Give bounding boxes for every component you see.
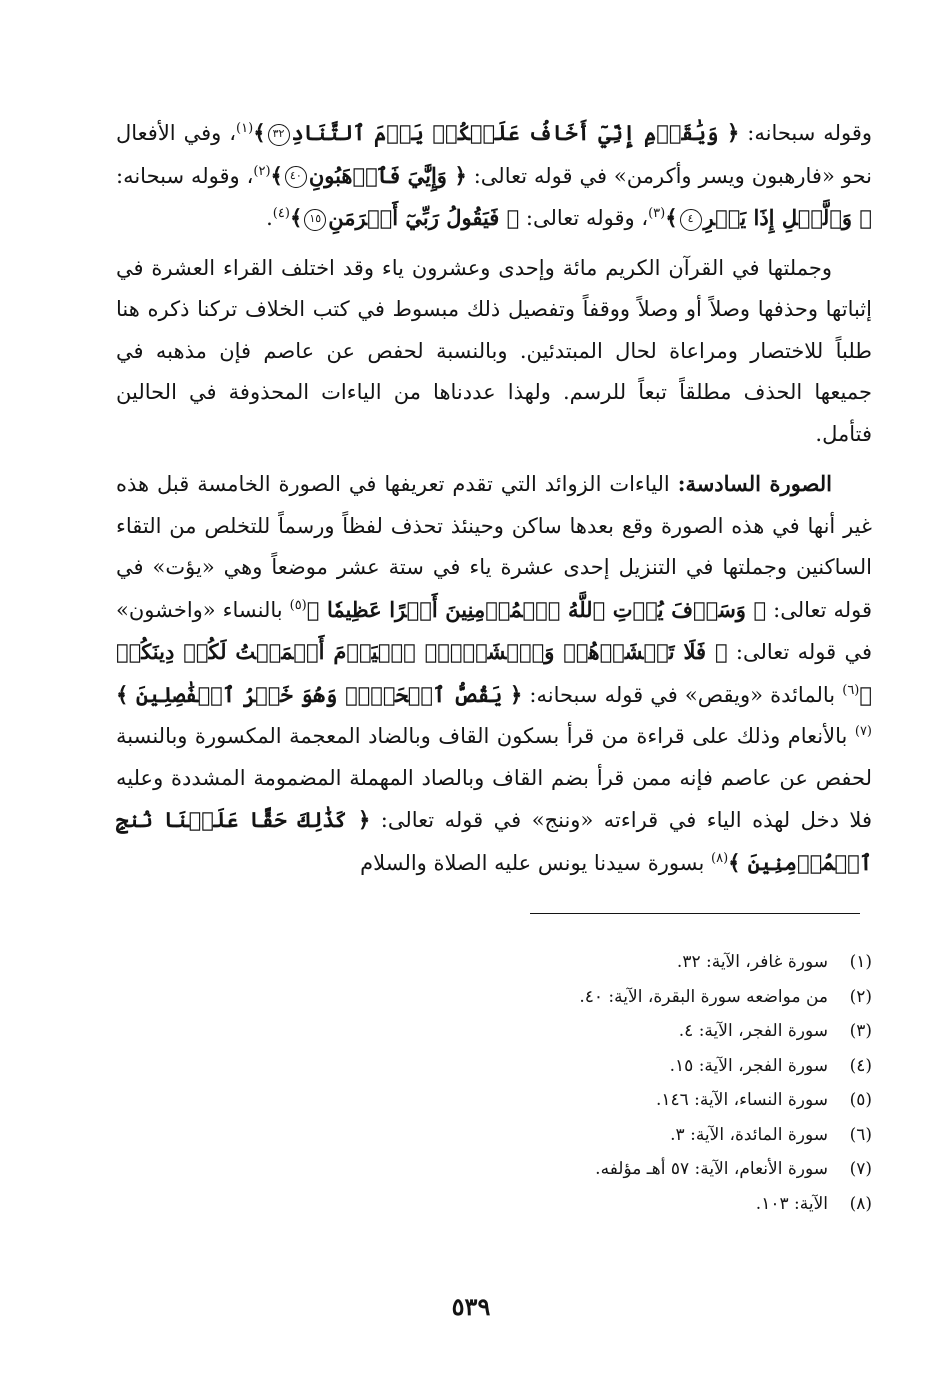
quran-verse: ﴿ كَذَٰلِكَ حَقًّا عَلَيۡنَا نُنجِ ٱلۡمُؤۡمِنِينَ ﴾ [116, 807, 872, 875]
footnote-text: سورة الفجر، الآية: ١٥. [669, 1055, 828, 1076]
footnote-item [172, 980, 872, 1015]
ayah-number-marker: ٣٢ [268, 124, 290, 146]
footnote-text: الآية: ١٠٣. [755, 1193, 828, 1214]
section-heading: الصورة السادسة: [677, 471, 832, 496]
footnote-number: (١) [849, 952, 872, 972]
text-run: بالمائدة «ويقص» في قوله سبحانه: [522, 682, 843, 707]
text-run: . [266, 206, 273, 230]
footnote-reference[interactable]: (٢) [253, 163, 271, 179]
footnote-reference[interactable]: (٧) [854, 724, 872, 739]
footnote-number: (٥) [849, 1090, 872, 1110]
ayah-number-marker: ١٥ [304, 209, 326, 231]
footnote-reference[interactable]: (٦) [842, 682, 860, 698]
footnote-text: سورة المائدة، الآية: ٣. [670, 1124, 828, 1145]
footnote-number: (٨) [849, 1193, 872, 1214]
text-run: ، وفي الأفعال نحو «فارهبون ويسر وأكرمن» في قوله تعالى: [116, 121, 872, 188]
footnote-item [172, 1152, 872, 1187]
footnote-item [172, 1049, 872, 1084]
paragraph-1 [116, 112, 872, 240]
footnote-text: سورة النساء، الآية: ١٤٦. [655, 1090, 828, 1110]
text-run: ، وقوله سبحانه: [116, 163, 254, 188]
footnote-item [172, 1118, 872, 1153]
footnote-number: (٧) [849, 1159, 872, 1179]
quran-verse: ﴿ وَإِيَّٰيَ فَٱرۡهَبُونِ٤٠﴾ [270, 162, 467, 188]
text-run: ، وقوله تعالى: [519, 206, 649, 230]
footnote-number: (٦) [849, 1124, 872, 1145]
page-number: ٥٣٩ [451, 1292, 491, 1321]
footnote-reference[interactable]: (٣) [648, 206, 666, 221]
quran-verse: ﴿ يَقُصُّ ٱلۡحَقَّۖ وَهُوَ خَيۡرُ ٱلۡفَٰصِلِينَ ﴾ [116, 681, 523, 707]
footnote-number: (٣) [849, 1021, 872, 1041]
text-run: بالأنعام وذلك على قراءة من قرأ بسكون القاف وبالضاد المعجمة المكسورة وبالنسبة لحفص عن عاصم فإنه ممن قرأ بضم القاف وبالصاد المهملة المضمومة المشددة وعليه فلا دخل لهذه الياء في قراءته «وننج» في قوله تعالى: [116, 724, 872, 832]
ayah-number-marker: ٤ [680, 209, 702, 231]
footnote-item [172, 1014, 872, 1049]
text-run: وقوله سبحانه: [739, 121, 872, 145]
paragraph-2: وجملتها في القرآن الكريم مائة وإحدى وعشرون ياء وقد اختلف القراء العشرة في إثباتها وحذفها وصلاً أو وصلاً ووقفاً وتفصيل ذلك مبسوط في كتب الخلاف تركنا ذكره هنا طلباً للاختصار ومراعاة لحال المبتدئين. وبالنسبة لحفص عن عاصم فإن مذهبه في جميعها الحذف مطلقاً تبعاً للرسم. ولهذا عددناها من الياءات المحذوفة في الحالين فتأمل. [116, 255, 872, 446]
paragraph-3 [116, 463, 872, 884]
footnote-number: (٢) [849, 986, 872, 1007]
text-run: بسورة سيدنا يونس عليه الصلاة والسلام [360, 850, 711, 875]
ayah-number-marker: ٤٠ [285, 166, 307, 188]
footnote-text: سورة الفجر، الآية: ٤. [678, 1021, 828, 1041]
footnote-item [172, 1083, 872, 1118]
footnote-text: من مواضعه سورة البقرة، الآية: ٤٠. [579, 986, 828, 1007]
footnote-number: (٤) [849, 1055, 872, 1076]
footnote-item [172, 1187, 872, 1222]
quran-verse: ﴿ وَٱلَّيۡلِ إِذَا يَسۡرِ٤﴾ [665, 205, 872, 230]
footnote-reference[interactable]: (٨) [711, 850, 729, 866]
footnote-text: سورة غافر، الآية: ٣٢. [676, 952, 828, 972]
text-run: بالنساء «واخشون» في قوله تعالى: [116, 597, 872, 664]
footnote-reference[interactable]: (١) [236, 121, 254, 136]
main-text [116, 112, 872, 884]
footnotes-list [172, 945, 872, 1221]
quran-verse: ﴿ وَيَٰقَوۡمِ إِنِّيٓ أَخَافُ عَلَيۡكُمۡ يَوۡمَ ٱلتَّنَادِ٣٢﴾ [253, 120, 740, 145]
footnote-reference[interactable]: (٥) [289, 597, 307, 613]
quran-verse: ﴿ فَلَا تَخۡشَوۡهُمۡ وَٱخۡشَوۡنِۚ ٱلۡيَوۡمَ أَكۡمَلۡتُ لَكُمۡ دِينَكُمۡ ﴾ [116, 639, 872, 707]
footnote-item [172, 945, 872, 980]
footnote-divider [530, 913, 860, 914]
quran-verse: ﴿ وَسَوۡفَ يُؤۡتِ ٱللَّهُ ٱلۡمُؤۡمِنِينَ أَجۡرًا عَظِيمٗا ﴾ [306, 596, 767, 622]
quran-verse: ﴿ فَيَقُولُ رَبِّيٓ أَكۡرَمَنِ١٥﴾ [289, 205, 520, 230]
text-run: الياءات الزوائد التي تقدم تعريفها في الصورة الخامسة قبل هذه غير أنها في هذه الصورة وقع بعدها ساكن وحينئذ تحذف لفظاً ورسماً للتخلص من التقاء الساكنين وجملتها في التنزيل إحدى عشرة ياء في ستة عشر موضعاً وهي «يؤت» في قوله تعالى: [116, 472, 873, 622]
footnote-reference[interactable]: (٤) [272, 206, 290, 221]
footnote-text: سورة الأنعام، الآية: ٥٧ أهـ مؤلفه. [595, 1159, 828, 1179]
